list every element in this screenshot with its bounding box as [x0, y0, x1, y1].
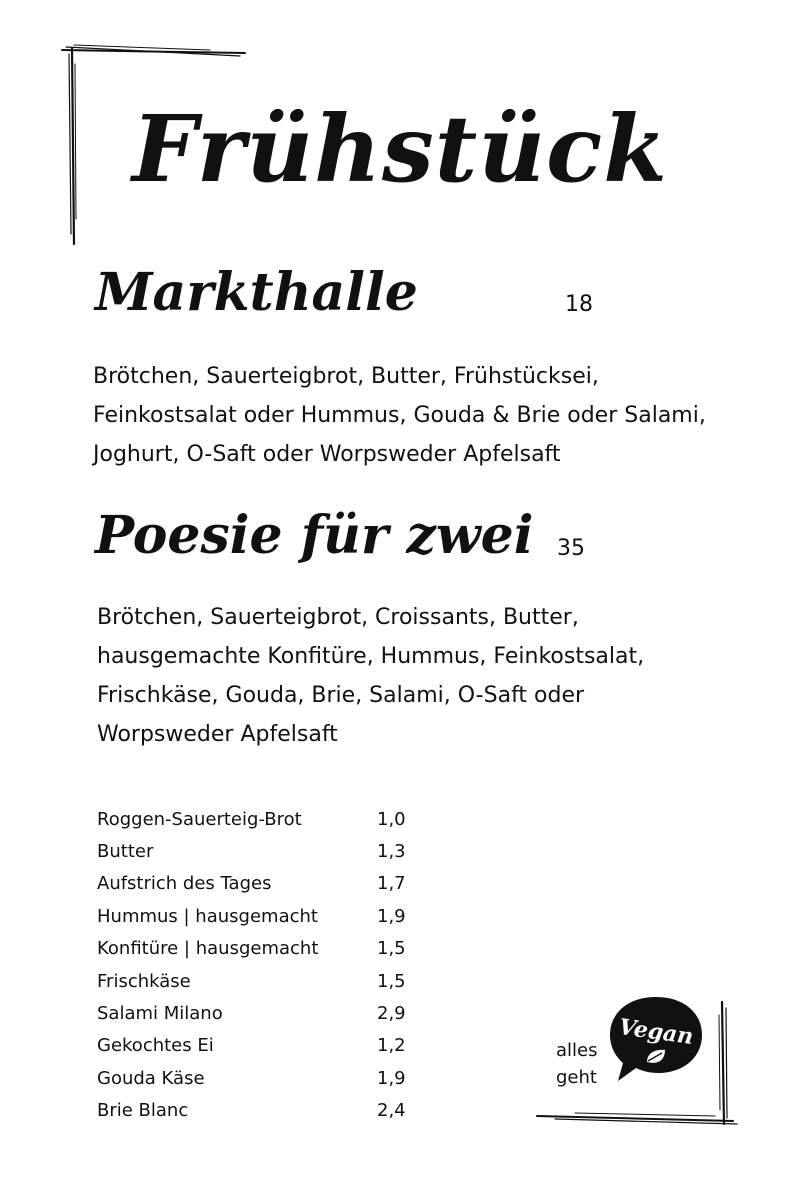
vegan-note-line2: geht — [556, 1067, 597, 1088]
page-title: Frühstück — [132, 95, 668, 203]
description-line: Worpsweder Apfelsaft — [97, 722, 338, 747]
item-name: Butter — [97, 841, 154, 863]
item-price: 1,7 — [377, 873, 406, 895]
item-price: 2,9 — [377, 1003, 406, 1025]
list-item — [97, 965, 427, 997]
list-item — [97, 803, 427, 835]
item-name: Aufstrich des Tages — [97, 873, 272, 895]
item-name: Gouda Käse — [97, 1067, 205, 1089]
item-price: 2,4 — [377, 1100, 406, 1122]
list-item — [97, 835, 427, 867]
item-price: 1,9 — [377, 1067, 406, 1089]
vegan-note-line1: alles — [556, 1040, 598, 1061]
dish-price-markthalle: 18 — [565, 292, 593, 317]
item-name: Roggen-Sauerteig-Brot — [97, 808, 302, 830]
item-price: 1,5 — [377, 970, 406, 992]
description-line: hausgemachte Konfitüre, Hummus, Feinkostsalat, — [97, 644, 645, 669]
item-name: Brie Blanc — [97, 1100, 189, 1122]
item-price: 1,9 — [377, 905, 406, 927]
item-name: Salami Milano — [97, 1003, 223, 1025]
list-item — [97, 1030, 427, 1062]
item-price: 1,3 — [377, 841, 406, 863]
list-item — [97, 868, 427, 900]
description-line: Joghurt, O-Saft oder Worpsweder Apfelsaft — [93, 442, 561, 467]
list-item — [97, 1095, 427, 1127]
item-name: Frischkäse — [97, 970, 191, 992]
dish-title-poesie: Poesie für zwei — [95, 505, 534, 566]
description-line: Feinkostsalat oder Hummus, Gouda & Brie oder Salami, — [93, 403, 706, 428]
list-item — [97, 900, 427, 932]
item-price: 1,0 — [377, 808, 406, 830]
dish-title-markthalle: Markthalle — [95, 262, 418, 323]
dish-description-markthalle — [93, 357, 706, 474]
extras-list — [97, 803, 427, 1127]
list-item — [97, 1062, 427, 1094]
description-line: Frischkäse, Gouda, Brie, Salami, O-Saft oder — [97, 683, 585, 708]
description-line: Brötchen, Sauerteigbrot, Butter, Frühstücksei, — [93, 364, 599, 389]
description-line: Brötchen, Sauerteigbrot, Croissants, Butter, — [97, 605, 579, 630]
vegan-badge-label: Vegan — [617, 1013, 695, 1051]
list-item — [97, 933, 427, 965]
item-price: 1,2 — [377, 1035, 406, 1057]
item-price: 1,5 — [377, 938, 406, 960]
item-name: Gekochtes Ei — [97, 1035, 214, 1057]
list-item — [97, 997, 427, 1029]
dish-price-poesie: 35 — [557, 536, 585, 561]
item-name: Konfitüre | hausgemacht — [97, 938, 319, 960]
dish-description-poesie — [97, 598, 644, 754]
vegan-badge-icon — [606, 993, 706, 1085]
item-name: Hummus | hausgemacht — [97, 905, 318, 927]
